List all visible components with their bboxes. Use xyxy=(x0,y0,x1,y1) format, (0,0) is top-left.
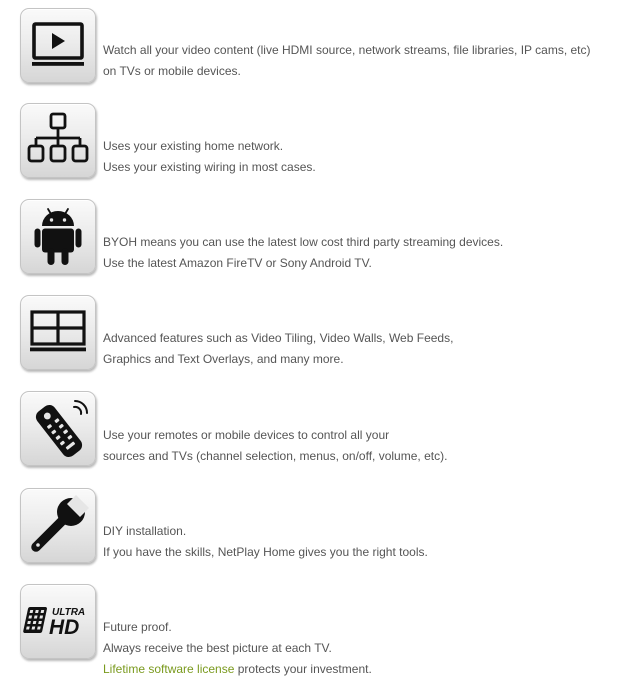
feature-text-line-with-link xyxy=(103,659,372,680)
feature-text-line: Uses your existing home network. xyxy=(103,139,284,153)
feature-tile xyxy=(20,584,96,659)
ultra-hd-icon xyxy=(21,585,95,658)
feature-tile xyxy=(20,488,96,563)
feature-tile xyxy=(20,391,96,466)
svg-text:HD: HD xyxy=(49,616,80,639)
feature-text-line: DIY installation. xyxy=(103,524,187,538)
wrench-icon xyxy=(21,489,95,562)
feature-text-line: Watch all your video content (live HDMI source, network streams, file libraries, IP cams, etc) xyxy=(103,43,591,57)
feature-tile xyxy=(20,199,96,274)
feature-text-line: Graphics and Text Overlays, and many more. xyxy=(103,352,344,366)
svg-text:ULTRA: ULTRA xyxy=(52,607,86,618)
feature-tile xyxy=(20,295,96,370)
feature-text-line: Advanced features such as Video Tiling, Video Walls, Web Feeds, xyxy=(103,331,454,345)
feature-text-line: BYOH means you can use the latest low cost third party streaming devices. xyxy=(103,235,504,249)
lifetime-license-link[interactable]: Lifetime software license xyxy=(103,662,235,676)
feature-text-line: on TVs or mobile devices. xyxy=(103,64,241,78)
video-wall-icon xyxy=(21,296,95,369)
feature-tile xyxy=(20,8,96,83)
remote-control-icon xyxy=(21,392,95,465)
link-suffix-text: protects your investment. xyxy=(234,662,372,676)
android-icon xyxy=(21,200,95,273)
feature-text-line: Uses your existing wiring in most cases. xyxy=(103,160,316,174)
feature-text-line: Future proof. xyxy=(103,620,172,634)
feature-text-line: Use the latest Amazon FireTV or Sony Android TV. xyxy=(103,256,372,270)
tv-play-icon xyxy=(21,9,95,82)
network-icon xyxy=(21,104,95,177)
feature-text-line: If you have the skills, NetPlay Home gives you the right tools. xyxy=(103,545,428,559)
feature-text-line: Always receive the best picture at each TV. xyxy=(103,641,332,655)
feature-text-line: sources and TVs (channel selection, menus, on/off, volume, etc). xyxy=(103,449,448,463)
feature-text-line: Use your remotes or mobile devices to control all your xyxy=(103,428,390,442)
feature-tile xyxy=(20,103,96,178)
